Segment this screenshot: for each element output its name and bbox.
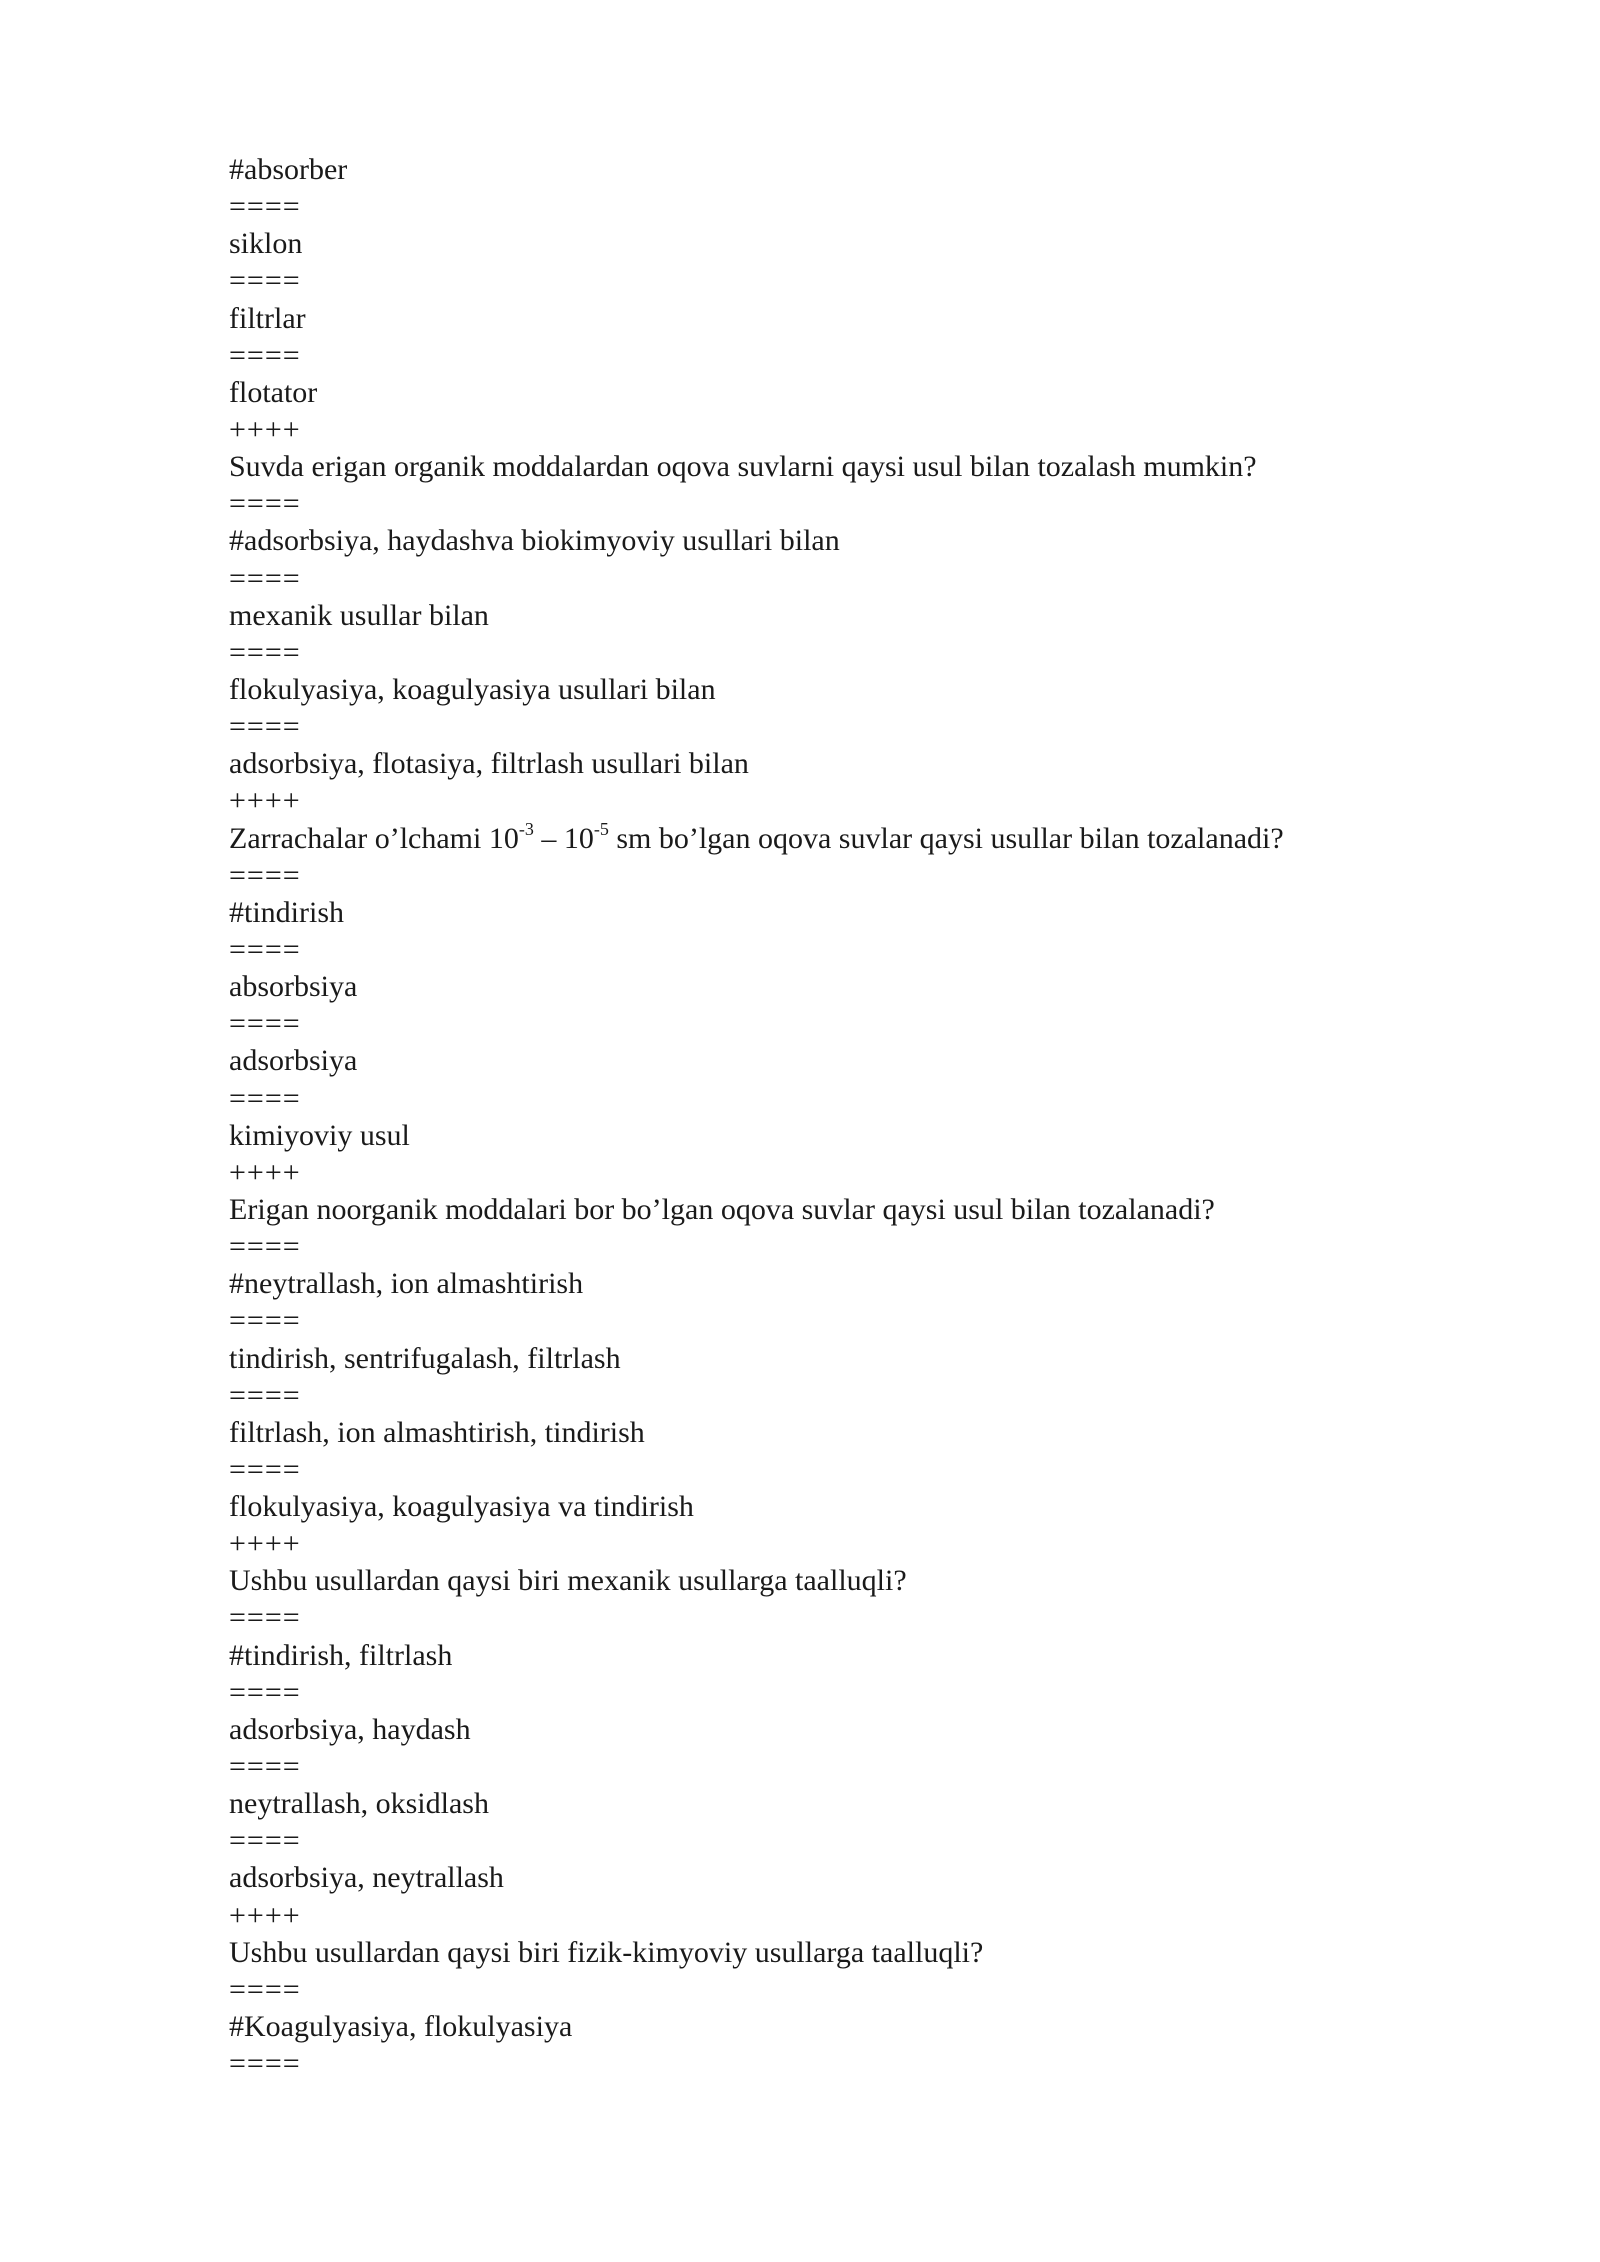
answer-option: tindirish, sentrifugalash, filtrlash <box>229 1341 621 1375</box>
separator: ==== <box>229 1007 301 1041</box>
separator: ==== <box>229 190 301 224</box>
separator: ==== <box>229 561 301 595</box>
answer-option: adsorbsiya, haydash <box>229 1712 471 1746</box>
separator: ==== <box>229 1378 301 1412</box>
answer-option: kimiyoviy usul <box>229 1118 410 1152</box>
separator: ==== <box>229 487 301 521</box>
separator: ==== <box>229 1081 301 1115</box>
answer-option: adsorbsiya <box>229 1044 358 1078</box>
answer-correct: #neytrallash, ion almashtirish <box>229 1267 584 1301</box>
answer-option: flokulyasiya, koagulyasiya va tindirish <box>229 1490 694 1524</box>
separator: ==== <box>229 264 301 298</box>
exponent: -5 <box>593 818 609 839</box>
answer-option: filtrlar <box>229 301 306 335</box>
answer-correct: #Koagulyasiya, flokulyasiya <box>229 2010 573 2044</box>
answer-option: filtrlash, ion almashtirish, tindirish <box>229 1415 645 1449</box>
separator: ==== <box>229 1452 301 1486</box>
separator: ==== <box>229 932 301 966</box>
document-body <box>229 151 1429 2082</box>
answer-option: mexanik usullar bilan <box>229 598 489 632</box>
answer-option: flotator <box>229 375 318 409</box>
question: Erigan noorganik moddalari bor bo’lgan oqova suvlar qaysi usul bilan tozalanadi? <box>229 1192 1215 1226</box>
exponent: -3 <box>518 818 534 839</box>
question-separator: ++++ <box>229 1527 301 1561</box>
question-text-part: Zarrachalar o’lchami 10 <box>229 821 519 855</box>
separator: ==== <box>229 710 301 744</box>
separator: ==== <box>229 1230 301 1264</box>
separator: ==== <box>229 1972 301 2006</box>
answer-option: absorbsiya <box>229 970 358 1004</box>
separator: ==== <box>229 635 301 669</box>
separator: ==== <box>229 1675 301 1709</box>
answer-option: neytrallash, oksidlash <box>229 1787 489 1821</box>
question-text-part: sm bo’lgan oqova suvlar qaysi usullar bilan tozalanadi? <box>608 821 1284 855</box>
answer-option: adsorbsiya, neytrallash <box>229 1861 504 1895</box>
answer-correct: #tindirish <box>229 895 345 929</box>
separator: ==== <box>229 1601 301 1635</box>
question: Suvda erigan organik moddalardan oqova suvlarni qaysi usul bilan tozalash mumkin? <box>229 450 1257 484</box>
question: Ushbu usullardan qaysi biri fizik-kimyoviy usullarga taalluqli? <box>229 1935 984 1969</box>
answer-option: siklon <box>229 227 303 261</box>
question-separator: ++++ <box>229 784 301 818</box>
separator: ==== <box>229 1824 301 1858</box>
separator: ==== <box>229 1304 301 1338</box>
answer-correct: #tindirish, filtrlash <box>229 1638 453 1672</box>
separator: ==== <box>229 338 301 372</box>
question-text-part: – 10 <box>533 821 594 855</box>
question <box>229 820 1429 857</box>
question-separator: ++++ <box>229 412 301 446</box>
question-separator: ++++ <box>229 1898 301 1932</box>
question-separator: ++++ <box>229 1155 301 1189</box>
separator: ==== <box>229 2047 301 2081</box>
separator: ==== <box>229 1750 301 1784</box>
answer-correct: #adsorbsiya, haydashva biokimyoviy usullari bilan <box>229 524 840 558</box>
answer-correct: #absorber <box>229 153 348 186</box>
separator: ==== <box>229 858 301 892</box>
answer-option: flokulyasiya, koagulyasiya usullari bilan <box>229 672 716 706</box>
answer-option: adsorbsiya, flotasiya, filtrlash usullari bilan <box>229 747 749 781</box>
question: Ushbu usullardan qaysi biri mexanik usullarga taalluqli? <box>229 1564 907 1598</box>
